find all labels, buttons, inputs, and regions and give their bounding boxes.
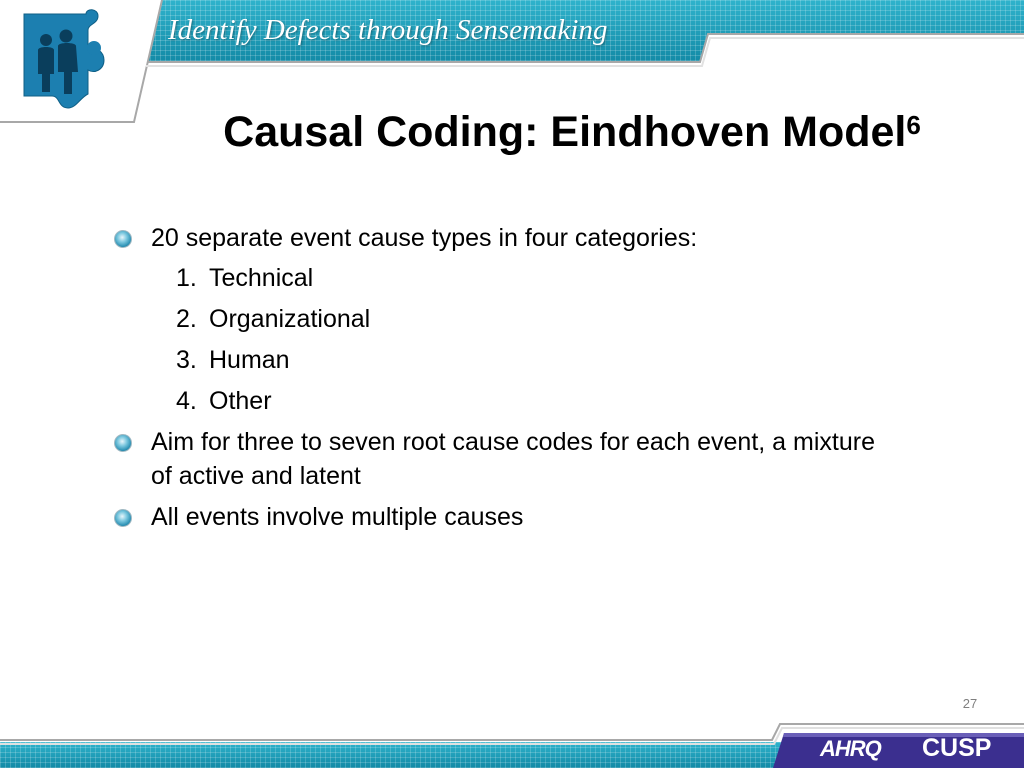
item-number: 1. — [176, 264, 197, 292]
bullet-item — [114, 425, 914, 493]
numbered-item — [176, 343, 290, 377]
item-number: 2. — [176, 305, 197, 333]
item-number: 4. — [176, 387, 197, 415]
bullet-item — [114, 500, 914, 534]
bullet-dot-icon — [114, 230, 132, 248]
item-number: 3. — [176, 346, 197, 374]
slide-title — [0, 108, 1024, 157]
cusp-puzzle-logo — [20, 8, 112, 112]
bullet-text: All events involve multiple causes — [151, 503, 524, 531]
header-title: Identify Defects through Sensemaking — [168, 14, 608, 46]
item-label: Technical — [209, 264, 314, 292]
slide-title-text: Causal Coding: Eindhoven Model — [223, 108, 907, 156]
ahrq-logo: AHRQ — [820, 736, 881, 761]
item-label: Human — [209, 346, 290, 374]
page-number: 27 — [962, 696, 978, 711]
cusp-logo: CUSP — [922, 734, 992, 762]
bullet-text: Aim for three to seven root cause codes for each event, a mixture of active and latent — [151, 428, 875, 490]
numbered-item — [176, 384, 272, 418]
numbered-item — [176, 302, 370, 336]
title-footnote-superscript: 6 — [906, 110, 921, 140]
numbered-item — [176, 261, 313, 295]
item-label: Organizational — [209, 305, 371, 333]
item-label: Other — [209, 387, 272, 415]
bullet-dot-icon — [114, 434, 132, 452]
bullet-text: 20 separate event cause types in four categories: — [151, 224, 698, 252]
bullet-dot-icon — [114, 509, 132, 527]
bullet-item — [114, 221, 914, 255]
